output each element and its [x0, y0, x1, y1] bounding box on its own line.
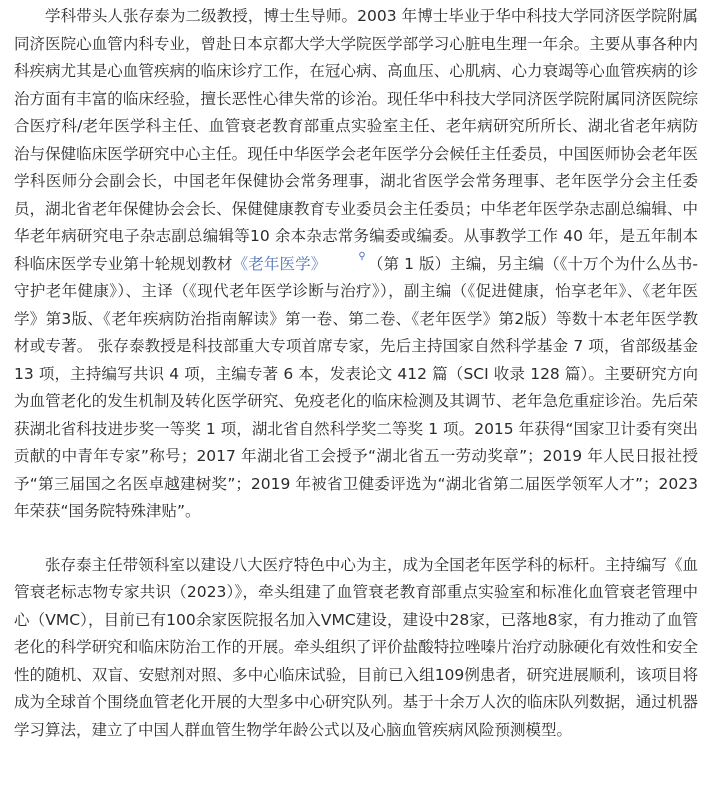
biography-text-start: 学科带头人张存泰为二级教授，博士生导师。2003 年博士毕业于华中科技大学同济医学院附属同济医院心血管内科专业，曾赴日本京都大学大学院医学部学习心脏电生理一年余。主要从事各种内科疾病尤其是心血管疾病的临床诊疗工作，在冠心病、高血压、心肌病、心力衰竭等心血管疾病的诊治方面有丰富的临床经验，擅长恶性心律失常的诊治。现任华中科技大学同济医学院附属同济医院综合医疗科/老年医学科主任、血管衰老教育部重点实验室主任、老年病研究所所长、湖北省老年病防治与保健临床医学研究中心主任。现任中华医学会老年医学分会候任主任委员，中国医师协会老年医学科医师分会副会长，中国老年保健协会常务理事，湖北省医学会常务理事、老年医学分会主任委员，湖北省老年保健协会会长、保健健康教育专业委员会主任委员；中华老年医学杂志副总编辑、中华老年病研究电子杂志副总编辑等10 余本杂志常务编委或编委。从事教学工作 40 年，是五年制本科临床医学专业第十轮规划教材	[14, 7, 698, 273]
biography-text-end: （第 1 版）主编，另主编（《十万个为什么丛书-守护老年健康》）、主译（《现代老年医学诊断与治疗》），副主编（《促进健康，怡享老年》、《老年医学》第3版、《老年疾病防治指南解读》第一卷、第二卷、《老年医学》第2版）等数十本老年医学教材或专著。 张存泰教授是科技部重大专项首席专家，先后主持国家自然科学基金 7 项，省部级基金 13 项，主持编写共识 4 项，主编专著 6 本，发表论文 412 篇（SCI 收录 128 篇）。主要研究方向为血管老化的发生机制及转化医学研究、免疫老化的临床检测及其调节、老年急危重症诊治。先后荣获湖北省科技进步奖一等奖 1 项，湖北省自然科学奖二等奖 1 项。2015 年获得“国家卫计委有突出贡献的中青年专家”称号；2017 年湖北省工会授予“湖北省五一劳动奖章”；2019 年人民日报社授予“第三届国之名医卓越建树奖”；2019 年被省卫健委评选为“湖北省第二届医学领军人才”；2023 年荣获“国务院特殊津贴”。	[14, 254, 698, 520]
paragraph-department: 张存泰主任带领科室以建设八大医疗特色中心为主，成为全国老年医学科的标杆。主持编写《血管衰老标志物专家共识（2023）》，牵头组建了血管衰老教育部重点实验室和标准化血管衰老管理中心（VMC），目前已有100余家医院报名加入VMC建设，建设中28家，已落地8家，有力推动了血管老化的科学研究和临床防治工作的开展。牵头组织了评价盐酸特拉唑嗪片治疗动脉硬化有效性和安全性的随机、双盲、安慰剂对照、多中心临床试验，目前已入组109例患者，研究进展顺利，该项目将成为全球首个围绕血管老化开展的大型多中心研究队列。基于十余万人次的临床队列数据，通过机器学习算法，建立了中国人群血管生物学年龄公式以及心脑血管疾病风险预测模型。	[14, 555, 698, 739]
textbook-link[interactable]: 《老年医学》	[232, 254, 327, 273]
search-icon[interactable]: ⚲	[358, 250, 366, 262]
paragraph-biography	[14, 0, 698, 526]
